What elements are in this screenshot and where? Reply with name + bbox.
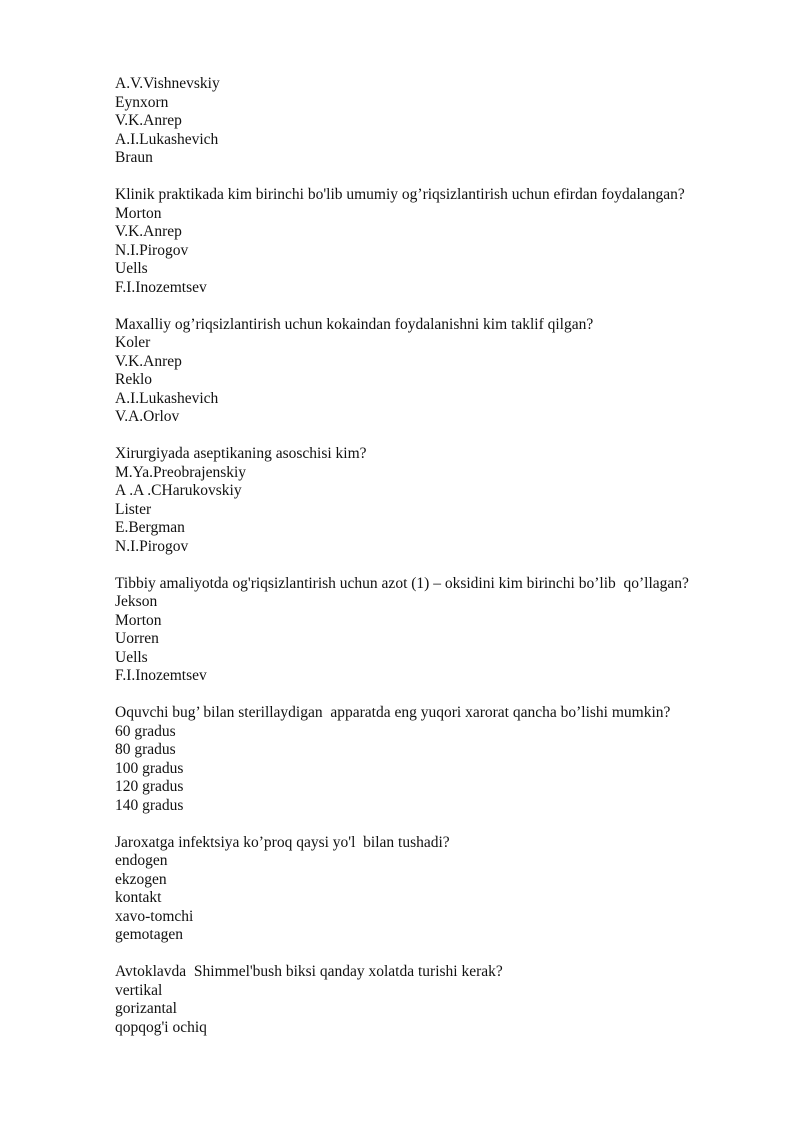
option-7-4: xavo-tomchi <box>115 907 194 925</box>
option-5-5: F.I.Inozemtsev <box>115 667 207 684</box>
option-5-2: Morton <box>115 611 162 629</box>
option-6-5: 140 gradus <box>115 796 184 814</box>
question-block-7 <box>115 834 755 945</box>
option-7-3: kontakt <box>115 889 162 906</box>
question-6: Oquvchi bug’ bilan sterillaydigan apparatda eng yuqori xarorat qancha bo’lishi mumkin? <box>115 704 671 721</box>
option-1-4: A.I.Lukashevich <box>115 130 219 148</box>
option-3-2: V.K.Anrep <box>115 352 182 370</box>
option-4-4: E.Bergman <box>115 519 185 536</box>
question-block-3 <box>115 316 755 427</box>
question-8: Avtoklavda Shimmel'bush biksi qanday xolatda turishi kerak? <box>115 963 503 980</box>
question-2: Klinik praktikada kim birinchi bo'lib umumiy og’riqsizlantirish uchun efirdan foydalangan? <box>115 186 685 203</box>
question-5: Tibbiy amaliyotda og'riqsizlantirish uchun azot (1) – oksidini kim birinchi bo’lib qo’llagan? <box>115 574 689 592</box>
option-2-2: V.K.Anrep <box>115 223 182 240</box>
option-3-4: A.I.Lukashevich <box>115 389 219 407</box>
option-1-3: V.K.Anrep <box>115 112 182 129</box>
option-6-4: 120 gradus <box>115 778 184 795</box>
question-block-6 <box>115 704 755 815</box>
option-5-3: Uorren <box>115 630 159 647</box>
question-block-8 <box>115 963 755 1037</box>
option-5-1: Jekson <box>115 593 158 610</box>
option-3-5: V.A.Orlov <box>115 408 180 425</box>
option-3-1: Koler <box>115 334 151 351</box>
option-4-2: A .A .CHarukovskiy <box>115 482 242 499</box>
question-block-1 <box>115 75 755 168</box>
option-4-3: Lister <box>115 500 152 518</box>
option-8-3: qopqog'i ochiq <box>115 1018 207 1036</box>
question-4: Xirurgiyada aseptikaning asoschisi kim? <box>115 445 367 462</box>
option-7-2: ekzogen <box>115 870 167 888</box>
option-2-3: N.I.Pirogov <box>115 241 189 259</box>
option-8-2: gorizantal <box>115 1000 177 1017</box>
document-page <box>115 75 755 1056</box>
option-1-5: Braun <box>115 149 153 166</box>
question-block-4 <box>115 445 755 556</box>
option-6-1: 60 gradus <box>115 722 176 740</box>
question-block-2 <box>115 186 755 297</box>
option-1-1: A.V.Vishnevskiy <box>115 75 220 92</box>
option-7-1: endogen <box>115 852 168 869</box>
option-5-4: Uells <box>115 648 148 666</box>
question-3: Maxalliy og’riqsizlantirish uchun kokaindan foydalanishni kim taklif qilgan? <box>115 315 594 333</box>
option-8-1: vertikal <box>115 981 163 999</box>
option-4-5: N.I.Pirogov <box>115 537 189 555</box>
option-4-1: M.Ya.Preobrajenskiy <box>115 463 247 481</box>
question-7: Jaroxatga infektsiya ko’proq qaysi yo'l bilan tushadi? <box>115 833 450 851</box>
option-3-3: Reklo <box>115 371 153 388</box>
option-1-2: Eynxorn <box>115 93 169 111</box>
option-7-5: gemotagen <box>115 926 184 943</box>
option-6-2: 80 gradus <box>115 741 176 758</box>
question-block-5 <box>115 575 755 686</box>
option-2-1: Morton <box>115 204 162 222</box>
option-6-3: 100 gradus <box>115 759 184 777</box>
option-2-5: F.I.Inozemtsev <box>115 278 207 296</box>
option-2-4: Uells <box>115 260 148 277</box>
